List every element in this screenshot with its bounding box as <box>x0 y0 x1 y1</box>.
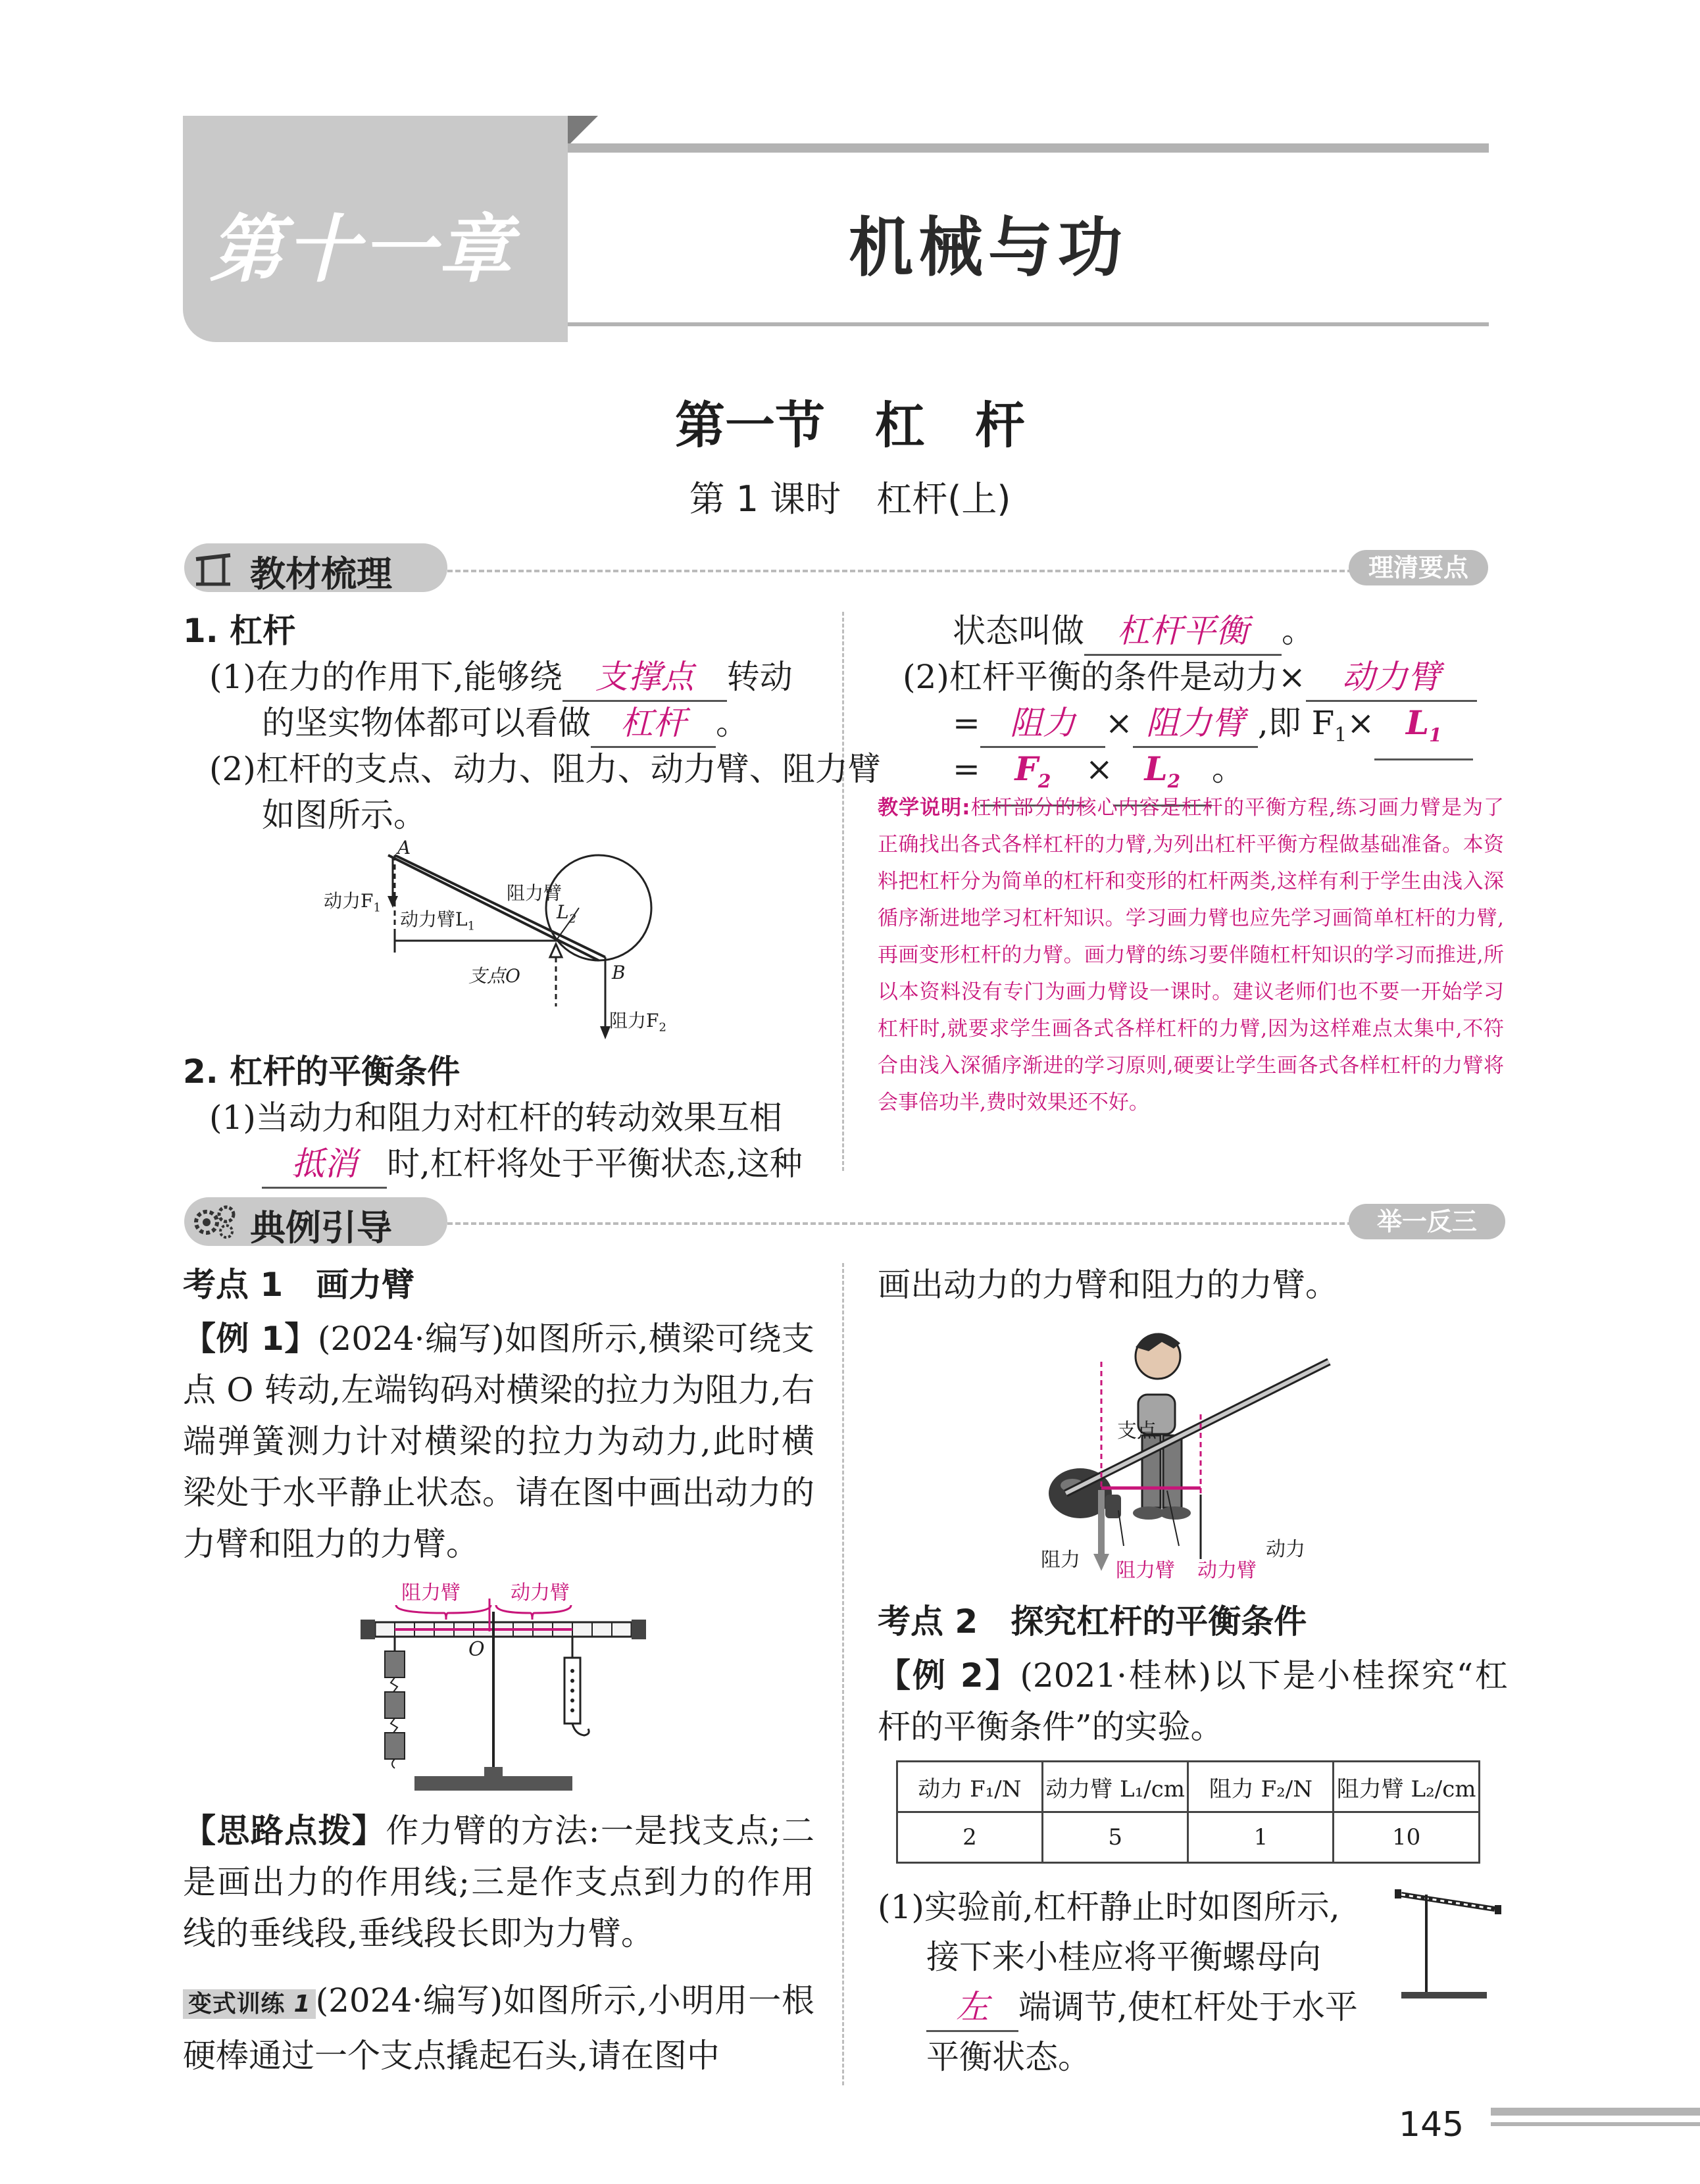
lesson-title: 第 1 课时 杠杆(上) <box>689 478 1011 520</box>
answer-fulcrum: 支撑点 <box>562 654 727 702</box>
para-2-line-1: (2)杠杆的支点、动力、阻力、动力臂、阻力臂 <box>209 750 881 788</box>
footer-bar-2 <box>1491 2122 1700 2126</box>
fig-label-resistance-arm: 阻力臂 <box>507 882 562 904</box>
key-point-1: 考点 1 画力臂 <box>183 1266 415 1304</box>
question-1-line-3: 左 端调节,使杠杆处于水平 <box>926 1984 1358 2032</box>
example-1 <box>183 1313 814 1570</box>
column-divider-2 <box>842 1263 844 2085</box>
heading-balance: 2. 杠杆的平衡条件 <box>183 1053 461 1091</box>
table-cell: 5 <box>1042 1812 1188 1863</box>
teaching-note-text: 杠杆部分的核心内容是杠杆的平衡方程,练习画力臂是为了正确找出各式各样杠杆的力臂,为列出杠杆平衡方程做基础准备。本资料把杠杆分为简单的杠杆和变形的杠杆两类,这样有利于学生由浅入深循序渐进地学习杠杆知识。学习画力臂也应先学习画简单杠杆的力臂,再画变形杠杆的力臂。画力臂的练习要伴随杠杆知识的学习而推进,所以本资料没有专门为画力臂设一课时。建议老师们也不要一开始学习杠杆时,就要求学生画各式各样杠杆的力臂,因为这样难点太集中,不符合由浅入深循序渐进的学习原则,硬要让学生画各式各样杠杆的力臂将会事倍功半,费时效果还不好。 <box>878 796 1504 1114</box>
block2-line <box>447 1222 1368 1225</box>
column-divider-1 <box>842 612 844 1171</box>
chapter-tab-corner <box>568 116 598 146</box>
answer-cancel: 抵消 <box>262 1141 387 1189</box>
answer-resistance: 阻力 <box>980 700 1105 748</box>
fig-label-L2: $L_2$ <box>557 901 577 926</box>
lever-icon <box>193 550 233 587</box>
answer-left: 左 <box>926 1984 1018 2032</box>
example-2 <box>878 1650 1508 1752</box>
table-header-cell: 阻力 F₂/N <box>1188 1762 1334 1812</box>
thinking-tips-label: 【思路点拨】 <box>183 1812 386 1850</box>
answer-L2: $L_2$ <box>1113 746 1212 807</box>
heading-lever: 1. 杠杆 <box>183 612 296 650</box>
answer-F2: $F_2$ <box>980 746 1086 807</box>
question-1-line-1: (1)实验前,杠杆静止时如图所示, <box>878 1888 1340 1926</box>
variant-training <box>183 1975 814 2081</box>
fig-label-resistance-F2: 阻力$F_2$ <box>609 1010 666 1035</box>
chapter-top-line <box>568 143 1489 153</box>
example-1-label: 【例 1】 <box>183 1320 318 1358</box>
data-table <box>896 1760 1480 1864</box>
variant-text-continued: 画出动力的力臂和阻力的力臂。 <box>878 1266 1338 1304</box>
right-line-4: = $F_2 \times L_2$ 。 <box>953 746 1245 807</box>
para-3-line-1: (1)当动力和阻力对杠杆的转动效果互相 <box>209 1099 782 1137</box>
fig-label-A: A <box>397 837 411 858</box>
block1-line <box>447 570 1368 572</box>
chapter-label: 第十一章 <box>209 207 514 293</box>
question-1-line-4: 平衡状态。 <box>926 2038 1091 2076</box>
balance-beam-diagram <box>355 1572 658 1796</box>
fig1-fulcrum-O: O <box>468 1638 485 1661</box>
fig-label-fulcrum: 支点O <box>468 965 520 987</box>
table-row <box>897 1812 1480 1863</box>
example-1-text: (2024·编写)如图所示,横梁可绕支点 O 转动,左端钩码对横梁的拉力为阻力,右端弹簧测力计对横梁的拉力为动力,此时横梁处于水平静止状态。请在图中画出动力的力臂和阻力的力臂。 <box>183 1320 814 1563</box>
fig-label-effort-F1: 动力$F_1$ <box>324 890 381 915</box>
chapter-title: 机械与功 <box>849 211 1128 285</box>
variant-text: (2024·编写)如图所示,小明用一根硬棒通过一个支点撬起石头,请在图中 <box>183 1981 814 2075</box>
table-header-cell: 动力 F₁/N <box>897 1762 1043 1812</box>
fig1-resistance-arm-label: 阻力臂 <box>401 1581 461 1604</box>
para-1-line-2: 的坚实物体都可以看做 杠杆 。 <box>262 700 749 748</box>
table-cell: 10 <box>1334 1812 1480 1863</box>
answer-lever-balance: 杠杆平衡 <box>1084 608 1282 656</box>
answer-resistance-arm: 阻力臂 <box>1133 700 1258 748</box>
right-line-2: (2)杠杆平衡的条件是动力× 动力臂 <box>903 654 1477 702</box>
example-2-label: 【例 2】 <box>878 1656 1020 1695</box>
fig2-fulcrum-label: 支点 <box>1117 1420 1157 1443</box>
table-header-cell: 阻力臂 L₂/cm <box>1334 1762 1480 1812</box>
fig2-effort-arm-label: 动力臂 <box>1197 1559 1257 1582</box>
fig2-resistance-label: 阻力 <box>1041 1549 1080 1572</box>
table-header-row <box>897 1762 1480 1812</box>
answer-L1: $L_1$ <box>1374 700 1473 760</box>
block1-tag: 理清要点 <box>1349 550 1488 585</box>
thinking-tips-text: 作力臂的方法:一是找支点;二是画出力的作用线;三是作支点到力的作用线的垂线段,垂线段长即为力臂。 <box>183 1812 814 1952</box>
answer-effort-arm: 动力臂 <box>1306 654 1477 702</box>
fig-label-effort-arm: 动力臂$L_1$ <box>400 908 476 933</box>
block2-tag: 举一反三 <box>1349 1204 1505 1239</box>
fig1-effort-arm-label: 动力臂 <box>511 1581 570 1604</box>
footer-bar <box>1491 2108 1700 2116</box>
fig-label-B: B <box>612 962 626 983</box>
teaching-note-label: 教学说明: <box>878 796 970 820</box>
answer-lever: 杠杆 <box>591 700 716 748</box>
table-header-cell: 动力臂 L₁/cm <box>1042 1762 1188 1812</box>
block1-title: 教材梳理 <box>250 553 392 595</box>
table-cell: 1 <box>1188 1812 1334 1863</box>
lever-stand-diagram <box>1388 1881 1507 2006</box>
section-title: 第一节 杠 杆 <box>675 396 1025 455</box>
para-3-line-2: 抵消 时,杠杆将处于平衡状态,这种 <box>262 1141 803 1189</box>
gears-icon <box>192 1203 238 1241</box>
table-cell: 2 <box>897 1812 1043 1863</box>
fig2-resistance-arm-label: 阻力臂 <box>1116 1559 1175 1582</box>
chapter-bottom-line <box>568 322 1489 326</box>
fig2-effort-label: 动力 <box>1266 1538 1305 1561</box>
teaching-note <box>878 789 1504 1121</box>
para-1-line-1: (1)在力的作用下,能够绕 支撑点 转动 <box>209 654 793 702</box>
variant-label: 变式训练 1 <box>183 1989 316 2019</box>
block2-title: 典例引导 <box>250 1207 392 1249</box>
right-line-1: 状态叫做 杠杆平衡 。 <box>953 608 1314 656</box>
page-number: 145 <box>1399 2105 1464 2145</box>
example-2-text: (2021·桂林)以下是小桂探究“杠杆的平衡条件”的实验。 <box>878 1656 1508 1746</box>
thinking-tips <box>183 1805 814 1959</box>
right-line-3: = 阻力 × 阻力臂 ,即 $F_1\times L_1$ <box>953 700 1473 760</box>
para-2-line-2: 如图所示。 <box>262 796 426 834</box>
question-1-line-2: 接下来小桂应将平衡螺母向 <box>926 1938 1321 1976</box>
key-point-2: 考点 2 探究杠杆的平衡条件 <box>878 1602 1307 1641</box>
